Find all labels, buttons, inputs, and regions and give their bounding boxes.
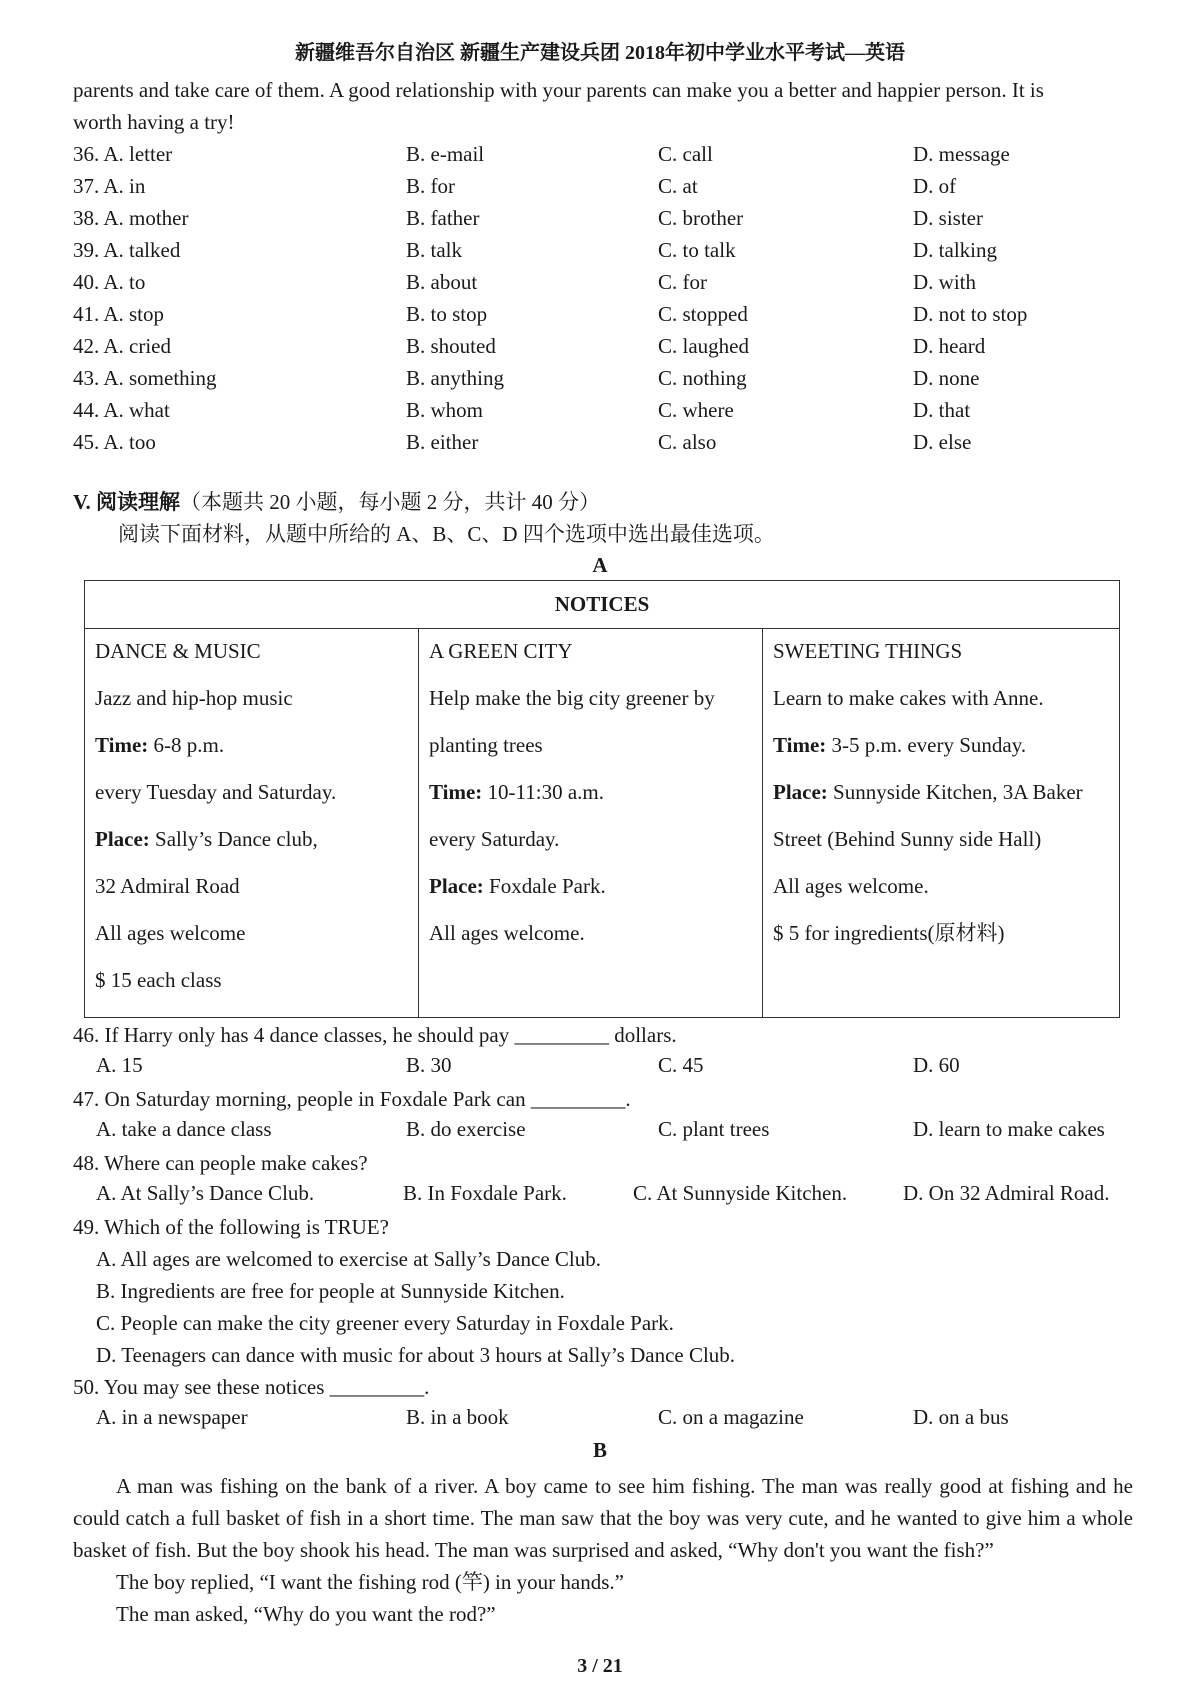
notice-line: Learn to make cakes with Anne.	[773, 686, 1044, 710]
option-b[interactable]: B. for	[406, 174, 455, 198]
page-number: 3 / 21	[577, 1655, 623, 1677]
cloze-question-row	[73, 236, 1133, 264]
notice-place	[429, 863, 606, 910]
notice-line: $ 5 for ingredients(原材料)	[773, 921, 1005, 945]
option-b[interactable]: B. about	[406, 270, 478, 294]
option-b[interactable]: B. e-mail	[406, 142, 485, 166]
option-d[interactable]: D. not to stop	[913, 302, 1028, 326]
question-46-stem: 46. If Harry only has 4 dance classes, he should pay _________ dollars.	[73, 1023, 677, 1047]
section-name: 阅读理解	[95, 490, 180, 514]
notice-line: Jazz and hip-hop music	[95, 686, 293, 710]
question-49-option-b[interactable]: B. Ingredients are free for people at Sunnyside Kitchen.	[96, 1279, 565, 1303]
notice-line: All ages welcome.	[773, 874, 929, 898]
question-46-options	[73, 1051, 1133, 1079]
section-title	[73, 486, 600, 516]
notice-time	[429, 769, 604, 816]
option-d[interactable]: D. sister	[913, 206, 983, 230]
option-d[interactable]: D. on a bus	[913, 1405, 1009, 1429]
option-a[interactable]: A. 15	[96, 1053, 143, 1077]
passage-b-paragraph-2: The boy replied, “I want the fishing rod (竿) in your hands.”	[116, 1570, 624, 1594]
question-49-option-a[interactable]: A. All ages are welcomed to exercise at Sally’s Dance Club.	[96, 1247, 602, 1271]
notice-line: $ 15 each class	[95, 968, 222, 992]
intro-line-2: worth having a try!	[73, 110, 235, 134]
option-c[interactable]: C. also	[658, 430, 717, 454]
time-value: 3-5 p.m. every Sunday.	[826, 733, 1027, 757]
time-value: 6-8 p.m.	[148, 733, 225, 757]
option-c[interactable]: C. stopped	[658, 302, 748, 326]
option-c[interactable]: C. laughed	[658, 334, 749, 358]
option-a[interactable]: 44. A. what	[73, 398, 170, 422]
place-label: Place:	[95, 827, 150, 851]
cloze-question-row	[73, 204, 1133, 232]
option-a[interactable]: A. in a newspaper	[96, 1405, 248, 1429]
notice-heading: A GREEN CITY	[429, 639, 573, 663]
option-a[interactable]: 45. A. too	[73, 430, 156, 454]
option-c[interactable]: C. brother	[658, 206, 744, 230]
question-47-options	[73, 1115, 1133, 1143]
notice-line: Help make the big city greener by	[429, 686, 715, 710]
option-c[interactable]: C. 45	[658, 1053, 704, 1077]
option-d[interactable]: D. learn to make cakes	[913, 1117, 1105, 1141]
option-a[interactable]: 41. A. stop	[73, 302, 165, 326]
notices-title: NOTICES	[85, 581, 1119, 629]
cloze-question-row	[73, 428, 1133, 456]
option-c[interactable]: C. At Sunnyside Kitchen.	[633, 1181, 848, 1205]
notice-dance-music	[85, 628, 419, 1017]
option-d[interactable]: D. none	[913, 366, 980, 390]
option-b[interactable]: B. In Foxdale Park.	[403, 1181, 567, 1205]
option-b[interactable]: B. in a book	[406, 1405, 509, 1429]
passage-b-paragraph-1: A man was fishing on the bank of a river. A boy came to see him fishing. The man was really good at fishing and he could catch a full basket of fish in a short time. The man saw that the boy was very cute, and he wanted to give him a whole basket of fish. But the boy shook his head. The man was surprised and asked, “Why don't you want the fish?”	[73, 1474, 1133, 1562]
question-49-option-c[interactable]: C. People can make the city greener every Saturday in Foxdale Park.	[96, 1311, 674, 1335]
option-b[interactable]: B. either	[406, 430, 479, 454]
place-value: Sunnyside Kitchen, 3A Baker	[827, 780, 1083, 804]
notice-heading: DANCE & MUSIC	[95, 639, 261, 663]
option-c[interactable]: C. nothing	[658, 366, 747, 390]
option-d[interactable]: D. On 32 Admiral Road.	[903, 1181, 1110, 1205]
option-b[interactable]: B. 30	[406, 1053, 452, 1077]
option-b[interactable]: B. anything	[406, 366, 504, 390]
option-d[interactable]: D. that	[913, 398, 971, 422]
option-c[interactable]: C. where	[658, 398, 734, 422]
option-c[interactable]: C. on a magazine	[658, 1405, 804, 1429]
option-a[interactable]: 37. A. in	[73, 174, 146, 198]
cloze-question-row	[73, 268, 1133, 296]
option-c[interactable]: C. call	[658, 142, 713, 166]
section-number: V.	[73, 490, 91, 514]
option-b[interactable]: B. father	[406, 206, 480, 230]
part-b-label: B	[592, 1438, 607, 1462]
notice-line: every Tuesday and Saturday.	[95, 780, 337, 804]
notice-line: planting trees	[429, 733, 543, 757]
question-49-stem: 49. Which of the following is TRUE?	[73, 1215, 389, 1239]
notice-line: All ages welcome.	[429, 921, 585, 945]
place-value: Foxdale Park.	[483, 874, 606, 898]
option-d[interactable]: D. talking	[913, 238, 997, 262]
question-50-stem: 50. You may see these notices _________.	[73, 1375, 430, 1399]
option-b[interactable]: B. do exercise	[406, 1117, 526, 1141]
option-d[interactable]: D. 60	[913, 1053, 960, 1077]
option-a[interactable]: A. take a dance class	[96, 1117, 272, 1141]
option-a[interactable]: 36. A. letter	[73, 142, 173, 166]
notice-line: 32 Admiral Road	[95, 874, 240, 898]
cloze-question-row	[73, 396, 1133, 424]
notice-place	[773, 769, 1083, 816]
question-49-option-d[interactable]: D. Teenagers can dance with music for about 3 hours at Sally’s Dance Club.	[96, 1343, 736, 1367]
option-b[interactable]: B. whom	[406, 398, 484, 422]
notice-place	[95, 816, 318, 863]
section-note: （本题共 20 小题，每小题 2 分，共计 40 分）	[179, 490, 600, 514]
passage-b-paragraph-3: The man asked, “Why do you want the rod?”	[116, 1602, 496, 1626]
section-instruction: 阅读下面材料，从题中所给的 A、B、C、D 四个选项中选出最佳选项。	[118, 522, 775, 546]
question-50-options	[73, 1403, 1133, 1431]
option-a[interactable]: 42. A. cried	[73, 334, 171, 358]
option-a[interactable]: 39. A. talked	[73, 238, 181, 262]
intro-line-1: parents and take care of them. A good relationship with your parents can make you a better and happier person. It is	[73, 78, 1044, 102]
page-header: 新疆维吾尔自治区 新疆生产建设兵团 2018年初中学业水平考试—英语	[295, 42, 905, 64]
option-d[interactable]: D. message	[913, 142, 1010, 166]
option-c[interactable]: C. for	[658, 270, 707, 294]
notice-heading: SWEETING THINGS	[773, 639, 963, 663]
option-b[interactable]: B. shouted	[406, 334, 496, 358]
option-a[interactable]: 38. A. mother	[73, 206, 189, 230]
time-value: 10-11:30 a.m.	[482, 780, 604, 804]
notice-line: Street (Behind Sunny side Hall)	[773, 827, 1042, 851]
question-48-options	[73, 1179, 1133, 1207]
option-b[interactable]: B. to stop	[406, 302, 488, 326]
question-47-stem: 47. On Saturday morning, people in Foxdale Park can _________.	[73, 1087, 631, 1111]
option-b[interactable]: B. talk	[406, 238, 462, 262]
part-a-label: A	[592, 553, 608, 577]
notices-table	[84, 580, 1120, 1018]
option-d[interactable]: D. with	[913, 270, 976, 294]
time-label: Time:	[773, 733, 827, 757]
place-label: Place:	[429, 874, 484, 898]
notice-time	[95, 722, 224, 769]
option-d[interactable]: D. else	[913, 430, 972, 454]
cloze-question-row	[73, 140, 1133, 168]
cloze-question-row	[73, 364, 1133, 392]
notice-line: All ages welcome	[95, 921, 246, 945]
cloze-question-row	[73, 300, 1133, 328]
option-a[interactable]: 40. A. to	[73, 270, 146, 294]
place-value: Sally’s Dance club,	[149, 827, 318, 851]
option-d[interactable]: D. of	[913, 174, 957, 198]
question-48-stem: 48. Where can people make cakes?	[73, 1151, 368, 1175]
notice-line: every Saturday.	[429, 827, 560, 851]
notice-green-city	[419, 628, 763, 1017]
cloze-question-row	[73, 172, 1133, 200]
cloze-question-row	[73, 332, 1133, 360]
time-label: Time:	[95, 733, 149, 757]
option-c[interactable]: C. plant trees	[658, 1117, 770, 1141]
option-a[interactable]: A. At Sally’s Dance Club.	[96, 1181, 315, 1205]
time-label: Time:	[429, 780, 483, 804]
option-a[interactable]: 43. A. something	[73, 366, 217, 390]
option-d[interactable]: D. heard	[913, 334, 986, 358]
notice-time	[773, 722, 1026, 769]
option-c[interactable]: C. to talk	[658, 238, 736, 262]
option-c[interactable]: C. at	[658, 174, 698, 198]
notice-sweeting-things	[763, 628, 1119, 1017]
place-label: Place:	[773, 780, 828, 804]
